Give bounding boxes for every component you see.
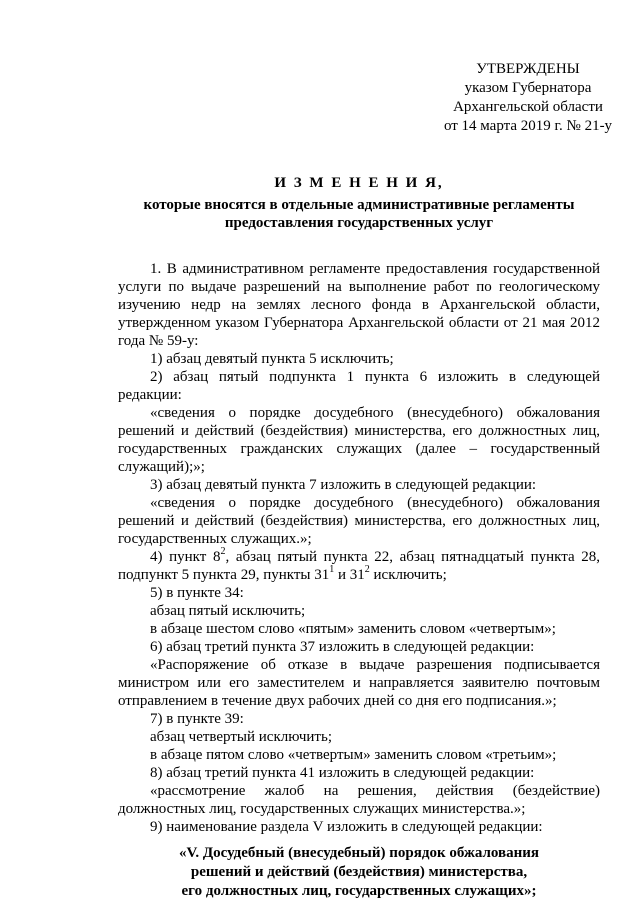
approval-line-1: УТВЕРЖДЕНЫ <box>476 61 580 77</box>
title-subtitle-2: предоставления государственных услуг <box>224 215 494 231</box>
item-3: 3) абзац девятый пункта 7 изложить в следующей редакции: <box>150 477 537 493</box>
item-7-b: в абзаце пятом слово «четвертым» заменить словом «третьим»; <box>150 747 557 763</box>
section-v-line-1: «V. Досудебный (внесудебный) порядок обжалования <box>178 845 540 861</box>
item-4-part-d: исключить; <box>369 567 447 583</box>
item-6-quote: «Распоряжение об отказе в выдаче разрешения подписывается министром или его заместителем и направляется заявителю почтовым отправлением в течение двух рабочих дней со дня его подписания.»; <box>118 657 600 709</box>
approval-stamp <box>398 60 640 136</box>
item-4-sup-3: 2 <box>364 564 370 575</box>
item-4-part-a: 4) пункт 8 <box>150 549 221 565</box>
item-4-sup-1: 2 <box>220 546 226 557</box>
item-4-part-c: и 31 <box>334 567 365 583</box>
title-heading: И З М Е Н Е Н И Я, <box>274 175 444 191</box>
section-v-heading <box>118 844 600 901</box>
title-subtitle-1: которые вносятся в отдельные административные регламенты <box>143 197 575 213</box>
item-2: 2) абзац пятый подпункта 1 пункта 6 изложить в следующей редакции: <box>118 369 600 403</box>
section-v-line-3: его должностных лиц, государственных служащих»; <box>181 883 537 899</box>
document-body <box>118 260 600 836</box>
item-8-quote: «рассмотрение жалоб на решения, действия (бездействие) должностных лиц, государственных служащих министерства.»; <box>118 783 600 817</box>
item-4-part-b: , абзац пятый пункта 22, абзац пятнадцатый пункта 28, подпункт 5 пункта 29, пункты 31 <box>118 549 600 583</box>
item-4-sup-2: 1 <box>329 564 335 575</box>
item-5-b: в абзаце шестом слово «пятым» заменить словом «четвертым»; <box>150 621 556 637</box>
section-v-line-2: решений и действий (бездействия) министерства, <box>190 864 528 880</box>
item-8: 8) абзац третий пункта 41 изложить в следующей редакции: <box>150 765 535 781</box>
item-4 <box>118 548 600 584</box>
item-7-a: абзац четвертый исключить; <box>150 729 332 745</box>
item-1: 1) абзац девятый пункта 5 исключить; <box>150 351 394 367</box>
item-5: 5) в пункте 34: <box>150 585 244 601</box>
item-5-a: абзац пятый исключить; <box>150 603 306 619</box>
approval-line-4: от 14 марта 2019 г. № 21-у <box>443 118 613 134</box>
item-2-quote: «сведения о порядке досудебного (внесудебного) обжалования решений и действий (бездействия) министерства, его должностных лиц, государственных гражданских служащих (далее – государственный служащий);»; <box>118 405 600 475</box>
item-9: 9) наименование раздела V изложить в следующей редакции: <box>150 819 543 835</box>
item-3-quote: «сведения о порядке досудебного (внесудебного) обжалования решений и действий (бездействия) министерства, его должностных лиц, государственных служащих.»; <box>118 495 600 547</box>
document-title <box>118 174 600 232</box>
item-7: 7) в пункте 39: <box>150 711 244 727</box>
approval-line-2: указом Губернатора <box>464 80 592 96</box>
paragraph-intro: 1. В административном регламенте предоставления государственной услуги по выдаче разрешений на выполнение работ по геологическому изучению недр на землях лесного фонда в Архангельской области, утвержденном указом Губернатора Архангельской области от 21 мая 2012 года № 59-у: <box>118 261 600 349</box>
item-6: 6) абзац третий пункта 37 изложить в следующей редакции: <box>150 639 535 655</box>
approval-line-3: Архангельской области <box>453 99 603 115</box>
